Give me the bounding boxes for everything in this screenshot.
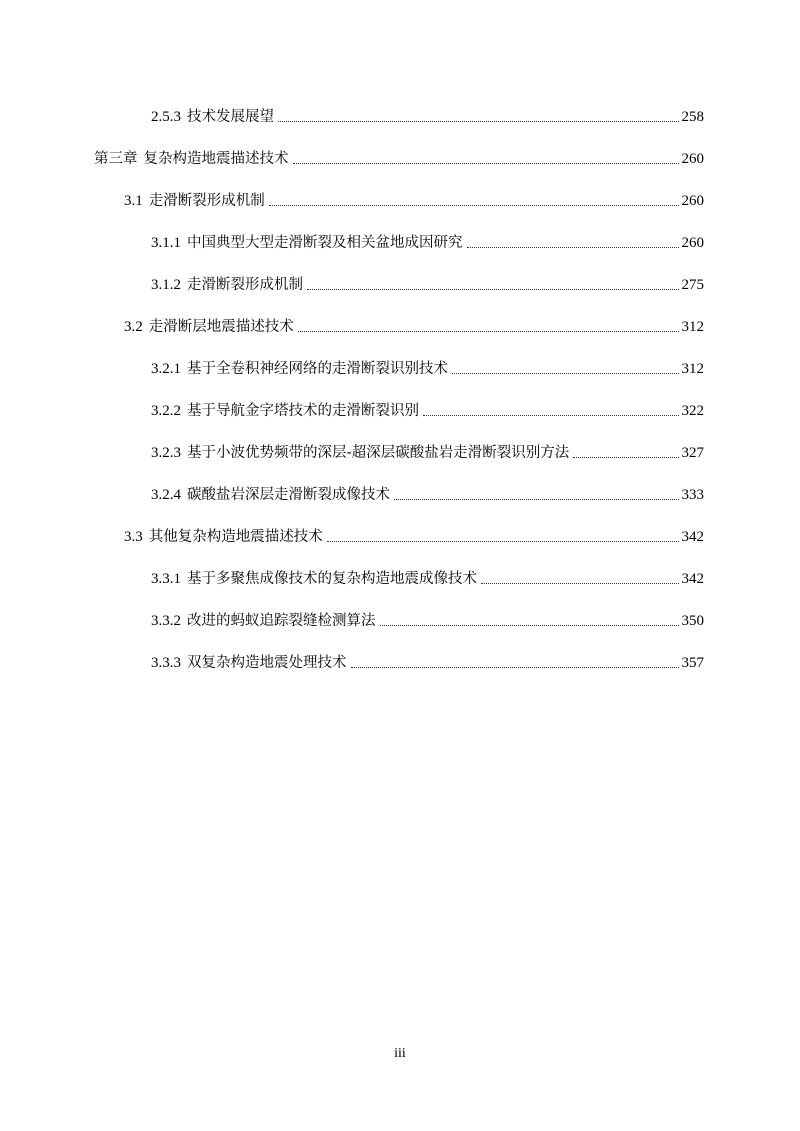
toc-entry-number: 3.2.1	[151, 361, 181, 377]
toc-entry-3-3-1[interactable]	[151, 567, 704, 591]
toc-entry-page: 333	[681, 487, 704, 503]
page-number: iii	[394, 1046, 406, 1061]
toc-entry-page: 312	[681, 361, 704, 377]
toc-entry-title: 基于多聚焦成像技术的复杂构造地震成像技术	[187, 571, 477, 587]
toc-entry-title: 双复杂构造地震处理技术	[187, 655, 347, 671]
toc-entry-title: 其他复杂构造地震描述技术	[148, 529, 323, 545]
dot-leader	[307, 289, 679, 290]
toc-entry-page: 322	[681, 403, 704, 419]
toc-entry-3-2-1[interactable]	[151, 357, 704, 381]
toc-entry-title: 基于小波优势频带的深层-超深层碳酸盐岩走滑断裂识别方法	[187, 445, 570, 461]
toc-entry-3-1-2[interactable]	[151, 273, 704, 297]
dot-leader	[351, 667, 679, 668]
toc-entry-3-3-2[interactable]	[151, 609, 704, 633]
dot-leader	[298, 331, 679, 332]
toc-entry-title: 中国典型大型走滑断裂及相关盆地成因研究	[187, 235, 463, 251]
toc-entry-3-2[interactable]	[124, 315, 704, 339]
toc-entry-title: 基于导航金字塔技术的走滑断裂识别	[187, 403, 419, 419]
toc-entry-page: 342	[681, 571, 704, 587]
toc-entry-3-2-4[interactable]	[151, 483, 704, 507]
dot-leader	[278, 121, 679, 122]
toc-entry-3-1[interactable]	[124, 189, 704, 213]
toc-entry-title: 碳酸盐岩深层走滑断裂成像技术	[187, 487, 390, 503]
dot-leader	[394, 499, 679, 500]
toc-entry-page: 327	[681, 445, 704, 461]
toc-entry-title: 基于全卷积神经网络的走滑断裂识别技术	[187, 361, 448, 377]
dot-leader	[269, 205, 679, 206]
dot-leader	[481, 583, 679, 584]
toc-entry-number: 第三章	[94, 151, 138, 167]
toc-entry-3-1-1[interactable]	[151, 231, 704, 255]
toc-entry-number: 3.2.2	[151, 403, 181, 419]
dot-leader	[467, 247, 679, 248]
toc-entry-3-3-3[interactable]	[151, 651, 704, 675]
toc-entry-number: 3.1.1	[151, 235, 181, 251]
toc-entry-title: 走滑断裂形成机制	[187, 277, 303, 293]
toc-entry-number: 3.1	[124, 193, 143, 209]
toc-entry-page: 258	[681, 109, 704, 125]
dot-leader	[380, 625, 679, 626]
dot-leader	[573, 457, 678, 458]
toc-entry-number: 2.5.3	[151, 109, 181, 125]
toc-entry-title: 改进的蚂蚁追踪裂缝检测算法	[187, 613, 376, 629]
toc-entry-title: 技术发展展望	[187, 109, 274, 125]
toc-entry-page: 275	[681, 277, 704, 293]
toc-entry-page: 357	[681, 655, 704, 671]
toc-entry-3-2-2[interactable]	[151, 399, 704, 423]
toc-entry-number: 3.3	[124, 529, 143, 545]
toc-entry-page: 350	[681, 613, 704, 629]
toc-entry-number: 3.2	[124, 319, 143, 335]
toc-entry-chapter-3[interactable]	[94, 147, 704, 171]
toc-entry-title: 走滑断层地震描述技术	[148, 319, 294, 335]
toc-entry-page: 260	[681, 151, 704, 167]
toc-entry-number: 3.2.4	[151, 487, 181, 503]
toc-entry-number: 3.3.3	[151, 655, 181, 671]
toc-entry-page: 260	[681, 193, 704, 209]
dot-leader	[423, 415, 679, 416]
toc-entry-number: 3.1.2	[151, 277, 181, 293]
dot-leader	[452, 373, 679, 374]
toc-entry-number: 3.3.1	[151, 571, 181, 587]
toc-entry-3-3[interactable]	[124, 525, 704, 549]
toc-entry-page: 260	[681, 235, 704, 251]
toc-entry-2-5-3[interactable]	[151, 105, 704, 129]
toc-entry-number: 3.3.2	[151, 613, 181, 629]
toc-entry-title: 复杂构造地震描述技术	[143, 151, 289, 167]
toc-entry-3-2-3[interactable]	[151, 441, 704, 465]
dot-leader	[293, 163, 679, 164]
toc-entry-page: 342	[681, 529, 704, 545]
toc-entry-number: 3.2.3	[151, 445, 181, 461]
toc-entry-title: 走滑断裂形成机制	[148, 193, 265, 209]
toc-entry-page: 312	[681, 319, 704, 335]
dot-leader	[327, 541, 679, 542]
